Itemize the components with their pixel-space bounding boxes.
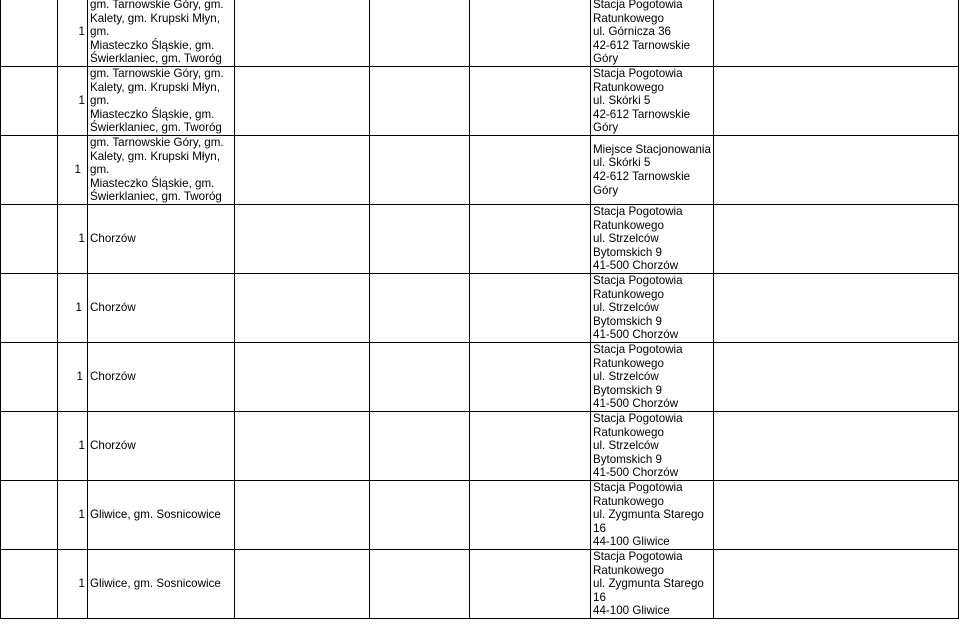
empty-cell (235, 481, 370, 550)
empty-cell (1, 412, 58, 481)
location-line: Góry (593, 121, 619, 135)
empty-cell (470, 0, 591, 67)
empty-cell (714, 343, 959, 412)
empty-cell (1, 274, 58, 343)
empty-cell (714, 136, 959, 205)
table-row (1, 0, 959, 67)
communes-cell (88, 136, 235, 205)
commune-line: Gliwice, gm. Sosnicowice (90, 508, 221, 522)
location-cell (591, 136, 714, 205)
location-cell (591, 0, 714, 67)
location-line: ul. Strzelców (593, 232, 659, 246)
location-cell (591, 343, 714, 412)
empty-cell (714, 205, 959, 274)
unit-count-cell (58, 412, 88, 481)
empty-cell (470, 343, 591, 412)
location-line: 44-100 Gliwice (593, 535, 670, 549)
location-line: ul. Strzelców (593, 301, 659, 315)
empty-cell (370, 550, 470, 619)
communes-cell (88, 67, 235, 136)
empty-cell (470, 205, 591, 274)
commune-line: gm. Tarnowskie Góry, gm. (90, 0, 224, 12)
empty-cell (470, 274, 591, 343)
empty-cell (235, 136, 370, 205)
table-row (1, 481, 959, 550)
empty-cell (1, 136, 58, 205)
commune-line: gm. Tarnowskie Góry, gm. (90, 136, 224, 150)
empty-cell (714, 412, 959, 481)
location-cell (591, 412, 714, 481)
empty-cell (714, 67, 959, 136)
empty-cell (235, 0, 370, 67)
commune-line: Miasteczko Śląskie, gm. (90, 107, 215, 121)
empty-cell (1, 0, 58, 67)
empty-cell (1, 343, 58, 412)
location-line: 44-100 Gliwice (593, 604, 670, 618)
commune-line: Kalety, gm. Krupski Młyn, gm. (90, 149, 220, 177)
location-line: Góry (593, 183, 619, 197)
empty-cell (1, 67, 58, 136)
table-row (1, 343, 959, 412)
location-line: 41-500 Chorzów (593, 259, 679, 273)
table-row (1, 205, 959, 274)
empty-cell (235, 343, 370, 412)
location-line: Stacja Pogotowia (593, 205, 683, 219)
location-line: 41-500 Chorzów (593, 328, 679, 342)
unit-count: 1 (78, 25, 85, 39)
location-line: Góry (593, 52, 619, 66)
commune-line: Chorzów (90, 301, 136, 315)
commune-line: Chorzów (90, 232, 136, 246)
table-row (1, 67, 959, 136)
empty-cell (370, 136, 470, 205)
empty-cell (370, 343, 470, 412)
table-body (1, 0, 959, 619)
location-line: 42-612 Tarnowskie (593, 107, 691, 121)
commune-line: Świerklaniec, gm. Tworóg (90, 121, 222, 135)
empty-cell (714, 550, 959, 619)
location-line: ul. Skórki 5 (593, 156, 651, 170)
location-cell (591, 550, 714, 619)
empty-cell (470, 67, 591, 136)
unit-count: 1 (76, 370, 83, 384)
location-line: Stacja Pogotowia (593, 481, 683, 495)
location-line: Ratunkowego (593, 494, 664, 508)
location-line: Bytomskich 9 (593, 452, 662, 466)
communes-cell (88, 0, 235, 67)
commune-line: Chorzów (90, 439, 136, 453)
table-row (1, 136, 959, 205)
location-line: Ratunkowego (593, 11, 664, 25)
commune-line: Kalety, gm. Krupski Młyn, gm. (90, 80, 220, 108)
commune-line: Świerklaniec, gm. Tworóg (90, 52, 222, 66)
location-line: Ratunkowego (593, 425, 664, 439)
location-line: Bytomskich 9 (593, 314, 662, 328)
table-row (1, 412, 959, 481)
location-line: 16 (593, 590, 606, 604)
unit-count-cell (58, 550, 88, 619)
communes-cell (88, 343, 235, 412)
commune-line: gm. Tarnowskie Góry, gm. (90, 67, 224, 81)
location-line: ul. Górnicza 36 (593, 25, 671, 39)
location-line: Stacja Pogotowia (593, 412, 683, 426)
commune-line: Miasteczko Śląskie, gm. (90, 38, 215, 52)
unit-count: 1 (74, 163, 81, 177)
location-line: 42-612 Tarnowskie (593, 38, 691, 52)
location-line: Bytomskich 9 (593, 245, 662, 259)
communes-cell (88, 205, 235, 274)
commune-line: Gliwice, gm. Sosnicowice (90, 577, 221, 591)
commune-line: Chorzów (90, 370, 136, 384)
location-line: Ratunkowego (593, 287, 664, 301)
location-line: ul. Skórki 5 (593, 94, 651, 108)
unit-count: 1 (78, 439, 85, 453)
empty-cell (1, 550, 58, 619)
empty-cell (470, 481, 591, 550)
location-cell (591, 205, 714, 274)
empty-cell (370, 67, 470, 136)
location-line: ul. Strzelców (593, 370, 659, 384)
unit-count: 1 (78, 232, 85, 246)
empty-cell (370, 205, 470, 274)
empty-cell (1, 205, 58, 274)
unit-count: 1 (75, 301, 82, 315)
location-line: ul. Zygmunta Starego (593, 577, 704, 591)
location-line: Miejsce Stacjonowania (593, 142, 711, 156)
unit-count-cell (58, 67, 88, 136)
empty-cell (470, 550, 591, 619)
unit-count: 1 (78, 508, 85, 522)
location-line: Stacja Pogotowia (593, 67, 683, 81)
communes-cell (88, 274, 235, 343)
empty-cell (235, 67, 370, 136)
commune-line: Świerklaniec, gm. Tworóg (90, 190, 222, 204)
communes-cell (88, 550, 235, 619)
empty-cell (714, 274, 959, 343)
unit-count: 1 (78, 94, 85, 108)
location-line: Stacja Pogotowia (593, 550, 683, 564)
empty-cell (370, 481, 470, 550)
empty-cell (470, 412, 591, 481)
location-line: Stacja Pogotowia (593, 343, 683, 357)
location-line: Stacja Pogotowia (593, 274, 683, 288)
location-line: Stacja Pogotowia (593, 0, 683, 12)
location-line: Ratunkowego (593, 80, 664, 94)
location-line: 41-500 Chorzów (593, 466, 679, 480)
communes-cell (88, 412, 235, 481)
unit-count-cell (58, 481, 88, 550)
empty-cell (370, 274, 470, 343)
location-cell (591, 274, 714, 343)
empty-cell (1, 481, 58, 550)
empty-cell (235, 205, 370, 274)
location-line: Bytomskich 9 (593, 383, 662, 397)
empty-cell (370, 412, 470, 481)
empty-cell (235, 412, 370, 481)
unit-count: 1 (78, 577, 85, 591)
location-line: 41-500 Chorzów (593, 397, 679, 411)
empty-cell (235, 550, 370, 619)
commune-line: Miasteczko Śląskie, gm. (90, 176, 215, 190)
location-line: 42-612 Tarnowskie (593, 170, 691, 183)
location-line: 16 (593, 521, 606, 535)
location-line: Ratunkowego (593, 356, 664, 370)
location-line: ul. Zygmunta Starego (593, 508, 704, 522)
unit-count-cell (58, 343, 88, 412)
unit-count-cell (58, 205, 88, 274)
location-line: Ratunkowego (593, 563, 664, 577)
unit-count-cell (58, 274, 88, 343)
empty-cell (470, 136, 591, 205)
empty-cell (714, 481, 959, 550)
empty-cell (370, 0, 470, 67)
commune-line: Kalety, gm. Krupski Młyn, gm. (90, 11, 220, 39)
communes-cell (88, 481, 235, 550)
empty-cell (714, 0, 959, 67)
table-row (1, 274, 959, 343)
unit-count-cell (58, 136, 88, 205)
location-line: Ratunkowego (593, 218, 664, 232)
table-row (1, 550, 959, 619)
location-cell (591, 67, 714, 136)
location-cell (591, 481, 714, 550)
unit-count-cell (58, 0, 88, 67)
empty-cell (235, 274, 370, 343)
location-line: ul. Strzelców (593, 439, 659, 453)
